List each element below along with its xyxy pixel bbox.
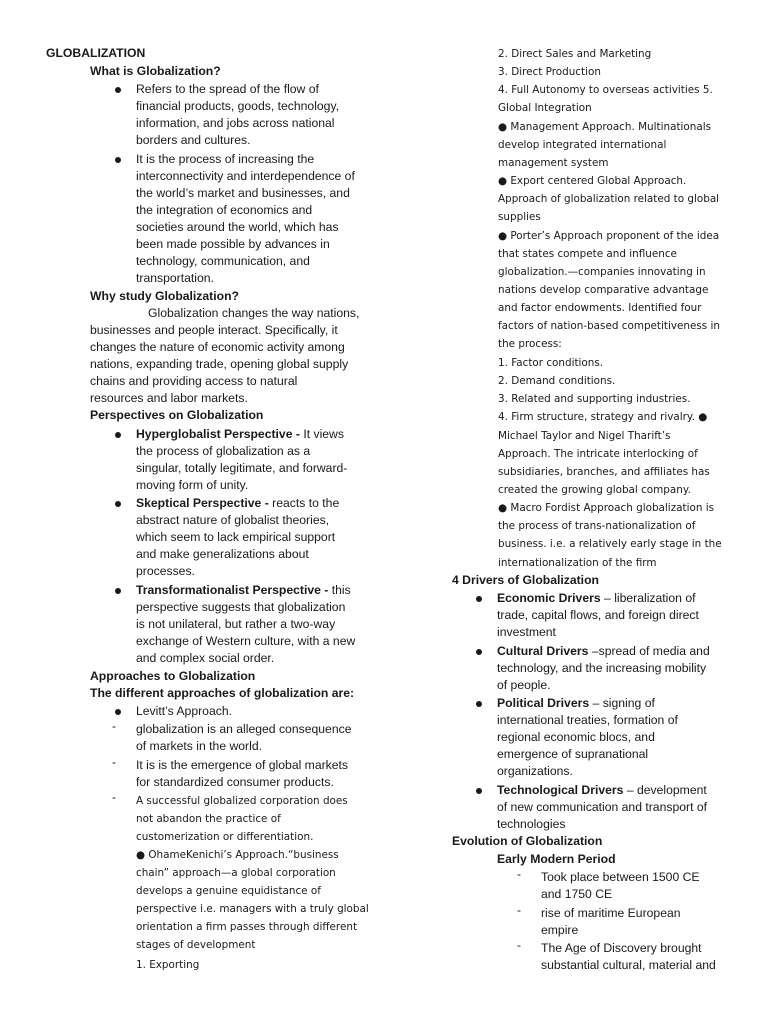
text-line-r6: develop integrated international <box>498 139 667 151</box>
text-line-d3_l5: organizations. <box>497 764 573 778</box>
text-line-d3_l3: regional economic blocs, and <box>497 730 655 744</box>
text-line-a4_l4: ● OhameKenichi’s Approach.“business <box>136 849 339 861</box>
bullet-dash-icon: - <box>112 755 116 769</box>
heading-h_appr2: The different approaches of globalization are: <box>90 686 355 700</box>
text-line-r22: Michael Taylor and Nigel Tharift’s <box>498 430 671 442</box>
heading-h_early: Early Modern Period <box>497 852 616 866</box>
text-line-d4_l3: technologies <box>497 817 566 831</box>
bullet-dot-icon <box>115 501 121 507</box>
bullet-dot-icon <box>115 157 121 163</box>
text-line-b1_l1: Refers to the spread of the flow of <box>136 82 319 96</box>
text-line-a3_l2: for standardized consumer products. <box>136 775 334 789</box>
text-line-d1_l1 <box>497 590 696 607</box>
text-line-a4_l7: perspective i.e. managers with a truly global <box>136 903 369 915</box>
heading-h_what: What is Globalization? <box>90 64 221 78</box>
term-label: Cultural Drivers <box>497 644 589 658</box>
text-line-r21: 4. Firm structure, strategy and rivalry. ● <box>498 411 708 423</box>
term-label: Political Drivers <box>497 696 590 710</box>
text-line-p3_l4: exchange of Western culture, with a new <box>136 634 356 648</box>
bullet-dash-icon: - <box>112 719 116 733</box>
text-line-r25: created the growing global company. <box>498 484 691 496</box>
text-line-e1_l1: Took place between 1500 CE <box>541 870 700 884</box>
term-label: Technological Drivers <box>497 783 624 797</box>
term-description: this <box>331 583 351 597</box>
text-line-p1_l3: singular, totally legitimate, and forward- <box>136 461 348 475</box>
text-line-r10: supplies <box>498 211 541 223</box>
text-line-p1_l1 <box>136 426 344 443</box>
text-line-b1_l3: information, and jobs across national <box>136 116 335 130</box>
term-label: Hyperglobalist Perspective - <box>136 427 304 441</box>
bullet-dash-icon: - <box>112 790 116 804</box>
term-description: – development <box>623 783 707 797</box>
text-line-b2_l5: societies around the world, which has <box>136 220 339 234</box>
text-line-p2_l5: processes. <box>136 564 195 578</box>
bullet-dot-icon <box>476 649 482 655</box>
text-line-p3_l2: perspective suggests that globalization <box>136 600 346 614</box>
heading-title: GLOBALIZATION <box>46 46 146 60</box>
bullet-dot-icon <box>476 788 482 794</box>
text-line-a4_l6: develops a genuine equidistance of <box>136 885 321 897</box>
text-line-r5: ● Management Approach. Multinationals <box>498 121 712 133</box>
text-line-r29: internationalization of the firm <box>498 557 657 569</box>
text-line-r16: factors of nation-based competitiveness in <box>498 320 720 332</box>
term-label: Economic Drivers <box>497 591 601 605</box>
text-line-e2_l1: rise of maritime European <box>541 906 681 920</box>
bullet-dash-icon: - <box>517 938 521 952</box>
text-line-r13: globalization.—companies innovating in <box>498 266 706 278</box>
term-description: It views <box>303 427 344 441</box>
text-line-r11: ● Porter’s Approach proponent of the idea <box>498 230 720 242</box>
text-line-e1_l2: and 1750 CE <box>541 887 613 901</box>
text-line-r7: management system <box>498 157 609 169</box>
text-line-d3_l2: international treaties, formation of <box>497 713 678 727</box>
bullet-dot-icon <box>476 701 482 707</box>
text-line-a4_l5: chain” approach—a global corporation <box>136 867 336 879</box>
text-line-e3_l2: substantial cultural, material and <box>541 958 716 972</box>
heading-h_why: Why study Globalization? <box>90 289 239 303</box>
text-line-why_l4: nations, expanding trade, opening global supply <box>90 357 349 371</box>
text-line-r18: 1. Factor conditions. <box>498 357 604 369</box>
text-line-p3_l3: is not unilateral, but rather a two-way <box>136 617 336 631</box>
text-line-why_l2: businesses and people interact. Specifically, it <box>90 323 338 337</box>
text-line-p2_l1 <box>136 495 339 512</box>
text-line-b1_l4: borders and cultures. <box>136 133 251 147</box>
text-line-b1_l2: financial products, goods, technology, <box>136 99 340 113</box>
text-line-why_l6: resources and labor markets. <box>90 391 248 405</box>
text-line-b2_l7: technology, communication, and <box>136 254 310 268</box>
term-description: reacts to the <box>272 496 340 510</box>
text-line-r19: 2. Demand conditions. <box>498 375 616 387</box>
text-line-b2_l2: interconnectivity and interdependence of <box>136 169 355 183</box>
term-description: –spread of media and <box>588 644 710 658</box>
text-line-d2_l3: of people. <box>497 678 551 692</box>
heading-h_evol: Evolution of Globalization <box>452 834 603 848</box>
text-line-d2_l2: technology, and the increasing mobility <box>497 661 707 675</box>
text-line-a4_l10: 1. Exporting <box>136 959 200 971</box>
text-line-a1: Levitt’s Approach. <box>136 704 232 718</box>
text-line-b2_l3: the world’s market and businesses, and <box>136 186 350 200</box>
bullet-dash-icon: - <box>517 867 521 881</box>
bullet-dash-icon: - <box>517 903 521 917</box>
term-label: Transformationalist Perspective - <box>136 583 332 597</box>
bullet-dot-icon <box>115 588 121 594</box>
text-line-d3_l1 <box>497 695 655 712</box>
text-line-p1_l4: moving form of unity. <box>136 478 249 492</box>
text-line-r14: nations develop comparative advantage <box>498 284 709 296</box>
text-line-r12: that states compete and influence <box>498 248 677 260</box>
text-line-r4: Global Integration <box>498 102 592 114</box>
text-line-a4_l3: customerization or differentiation. <box>136 831 314 843</box>
text-line-a4_l9: stages of development <box>136 939 256 951</box>
text-line-r2: 3. Direct Production <box>498 66 601 78</box>
bullet-dot-icon <box>115 709 121 715</box>
bullet-dot-icon <box>476 596 482 602</box>
text-line-p3_l1 <box>136 582 351 599</box>
text-line-p2_l2: abstract nature of globalist theories, <box>136 513 330 527</box>
text-line-a4_l8: orientation a firm passes through different <box>136 921 358 933</box>
text-line-r3: 4. Full Autonomy to overseas activities 5. <box>498 84 713 96</box>
text-line-r26: ● Macro Fordist Approach globalization is <box>498 502 715 514</box>
text-line-a4_l2: not abandon the practice of <box>136 813 281 825</box>
text-line-r20: 3. Related and supporting industries. <box>498 393 691 405</box>
text-line-r24: subsidiaries, branches, and affiliates has <box>498 466 710 478</box>
heading-h_drivers: 4 Drivers of Globalization <box>452 573 599 587</box>
text-line-b2_l4: the integration of economics and <box>136 203 313 217</box>
text-line-a2_l1: globalization is an alleged consequence <box>136 722 352 736</box>
text-line-r17: the process: <box>498 338 562 350</box>
text-line-d2_l1 <box>497 643 710 660</box>
text-line-r9: Approach of globalization related to global <box>498 193 720 205</box>
text-line-a3_l1: It is is the emergence of global markets <box>136 758 349 772</box>
text-line-r8: ● Export centered Global Approach. <box>498 175 687 187</box>
text-line-r27: the process of trans-nationalization of <box>498 520 696 532</box>
text-line-e2_l2: empire <box>541 923 579 937</box>
text-line-d4_l2: of new communication and transport of <box>497 800 708 814</box>
text-line-e3_l1: The Age of Discovery brought <box>541 941 702 955</box>
text-line-why_l5: chains and providing access to natural <box>90 374 298 388</box>
text-line-d3_l4: emergence of supranational <box>497 747 649 761</box>
text-line-a4_l1: A successful globalized corporation does <box>136 795 348 807</box>
text-line-why_l1: Globalization changes the way nations, <box>148 306 360 320</box>
term-description: – signing of <box>589 696 655 710</box>
text-line-r15: and factor endowments. Identified four <box>498 302 702 314</box>
text-line-d1_l3: investment <box>497 625 556 639</box>
text-line-r28: business. i.e. a relatively early stage in the <box>498 538 722 550</box>
text-line-a2_l2: of markets in the world. <box>136 739 262 753</box>
text-line-d4_l1 <box>497 782 707 799</box>
text-line-p3_l5: and complex social order. <box>136 651 275 665</box>
text-line-p1_l2: the process of globalization as a <box>136 444 311 458</box>
bullet-dot-icon <box>115 432 121 438</box>
heading-h_persp: Perspectives on Globalization <box>90 408 264 422</box>
bullet-dot-icon <box>115 87 121 93</box>
text-line-b2_l1: It is the process of increasing the <box>136 152 315 166</box>
term-label: Skeptical Perspective - <box>136 496 273 510</box>
text-line-r1: 2. Direct Sales and Marketing <box>498 48 652 60</box>
text-line-b2_l8: transportation. <box>136 271 214 285</box>
text-line-b2_l6: been made possible by advances in <box>136 237 330 251</box>
text-line-r23: Approach. The intricate interlocking of <box>498 448 698 460</box>
text-line-why_l3: changes the nature of economic activity among <box>90 340 345 354</box>
heading-h_appr: Approaches to Globalization <box>90 669 256 683</box>
text-line-d1_l2: trade, capital flows, and foreign direct <box>497 608 699 622</box>
text-line-p2_l3: which seem to lack empirical support <box>136 530 336 544</box>
term-description: – liberalization of <box>600 591 696 605</box>
text-line-p2_l4: and make generalizations about <box>136 547 309 561</box>
